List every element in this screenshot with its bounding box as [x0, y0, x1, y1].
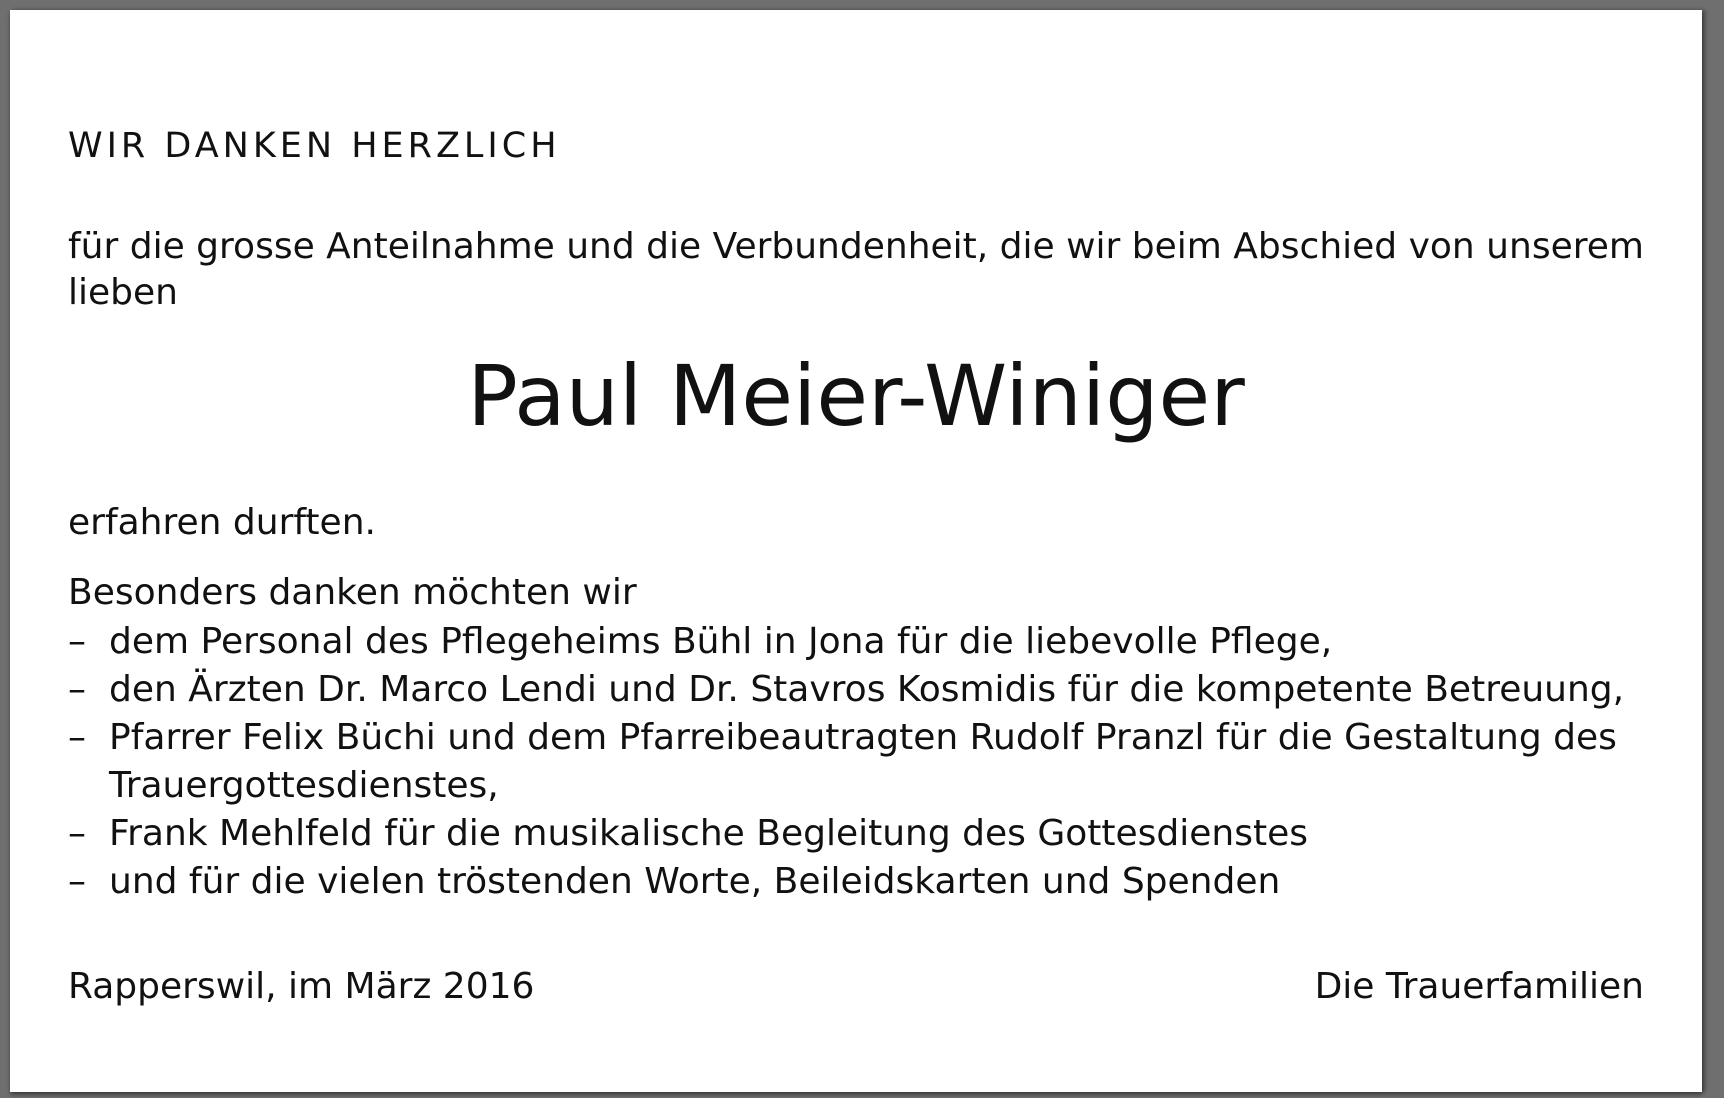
- thanks-item: [68, 618, 1678, 666]
- list-dash: –: [68, 861, 86, 902]
- list-dash: –: [68, 813, 86, 854]
- notice-heading: WIR DANKEN HERZLICH: [68, 126, 561, 166]
- signature: Die Trauerfamilien: [1314, 966, 1644, 1007]
- thanks-list: [68, 618, 1678, 906]
- obituary-thank-you-notice: [10, 10, 1702, 1092]
- thanks-item-text: den Ärzten Dr. Marco Lendi und Dr. Stavros Kosmidis für die kompetente Betreuung,: [109, 669, 1625, 710]
- list-dash: –: [68, 621, 86, 662]
- thanks-item-text: Pfarrer Felix Büchi und dem Pfarreibeautragten Rudolf Pranzl für die Gestaltung des Trauergottesdienstes,: [109, 717, 1617, 806]
- place-and-date: Rapperswil, im März 2016: [68, 966, 535, 1007]
- thanks-item: [68, 714, 1678, 810]
- after-name-text: erfahren durften.: [68, 502, 376, 543]
- thanks-item: [68, 858, 1678, 906]
- list-dash: –: [68, 717, 86, 758]
- thanks-item: [68, 810, 1678, 858]
- thanks-intro: Besonders danken möchten wir: [68, 572, 637, 613]
- thanks-item-text: und für die vielen tröstenden Worte, Beileidskarten und Spenden: [109, 861, 1281, 902]
- thanks-item: [68, 666, 1678, 714]
- thanks-item-text: Frank Mehlfeld für die musikalische Begleitung des Gottesdienstes: [109, 813, 1309, 854]
- intro-paragraph: für die grosse Anteilnahme und die Verbundenheit, die wir beim Abschied von unserem lieben: [68, 226, 1644, 313]
- thanks-item-text: dem Personal des Pflegeheims Bühl in Jona für die liebevolle Pflege,: [109, 621, 1333, 662]
- deceased-name: Paul Meier-Winiger: [467, 347, 1245, 445]
- list-dash: –: [68, 669, 86, 710]
